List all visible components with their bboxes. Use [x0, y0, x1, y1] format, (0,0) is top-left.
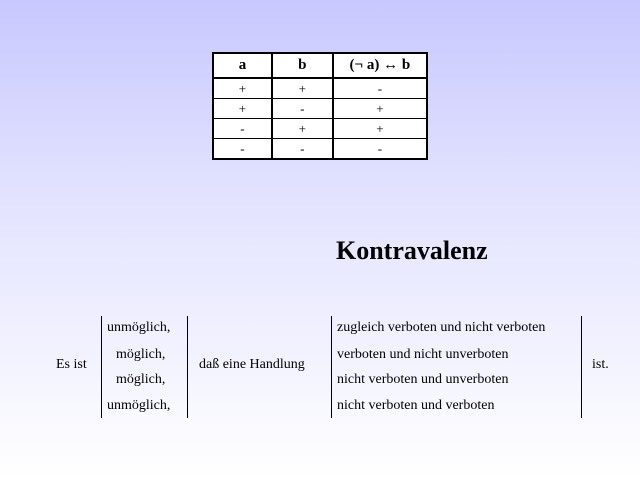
action-option: verboten und nicht unverboten [337, 347, 509, 362]
action-option: zugleich verboten und nicht verboten [337, 320, 546, 335]
column-header-a: a [213, 53, 272, 78]
table-cell: - [213, 119, 272, 139]
table-cell: - [272, 99, 333, 119]
table-cell: + [213, 78, 272, 99]
action-option: nicht verboten und verboten [337, 398, 495, 413]
table-cell: + [272, 78, 333, 99]
statement-prefix: Es ist [56, 357, 87, 372]
table-header-row [213, 53, 427, 78]
table-row [213, 119, 427, 139]
column-header-formula: (¬ a) ↔ b [333, 53, 427, 78]
modality-option: unmöglich, [107, 320, 171, 335]
table-row [213, 99, 427, 119]
column-header-b: b [272, 53, 333, 78]
modality-option: möglich, [116, 372, 166, 387]
divider-options-left [331, 316, 332, 418]
table-cell: + [333, 119, 427, 139]
table-cell: + [272, 119, 333, 139]
action-option: nicht verboten und unverboten [337, 372, 509, 387]
table-row [213, 139, 427, 160]
modality-option: möglich, [116, 347, 166, 362]
modality-option: unmöglich, [107, 398, 171, 413]
table-cell: - [272, 139, 333, 160]
divider-right [581, 316, 582, 418]
statement-middle: daß eine Handlung [199, 357, 305, 372]
divider-left [101, 316, 102, 418]
table-cell: - [333, 139, 427, 160]
page-title: Kontravalenz [336, 236, 488, 265]
table-cell: - [333, 78, 427, 99]
statement-suffix: ist. [592, 357, 609, 372]
divider-modal-right [187, 316, 188, 418]
truth-table [212, 52, 428, 160]
table-cell: + [213, 99, 272, 119]
table-cell: + [333, 99, 427, 119]
table-row [213, 78, 427, 99]
table-cell: - [213, 139, 272, 160]
